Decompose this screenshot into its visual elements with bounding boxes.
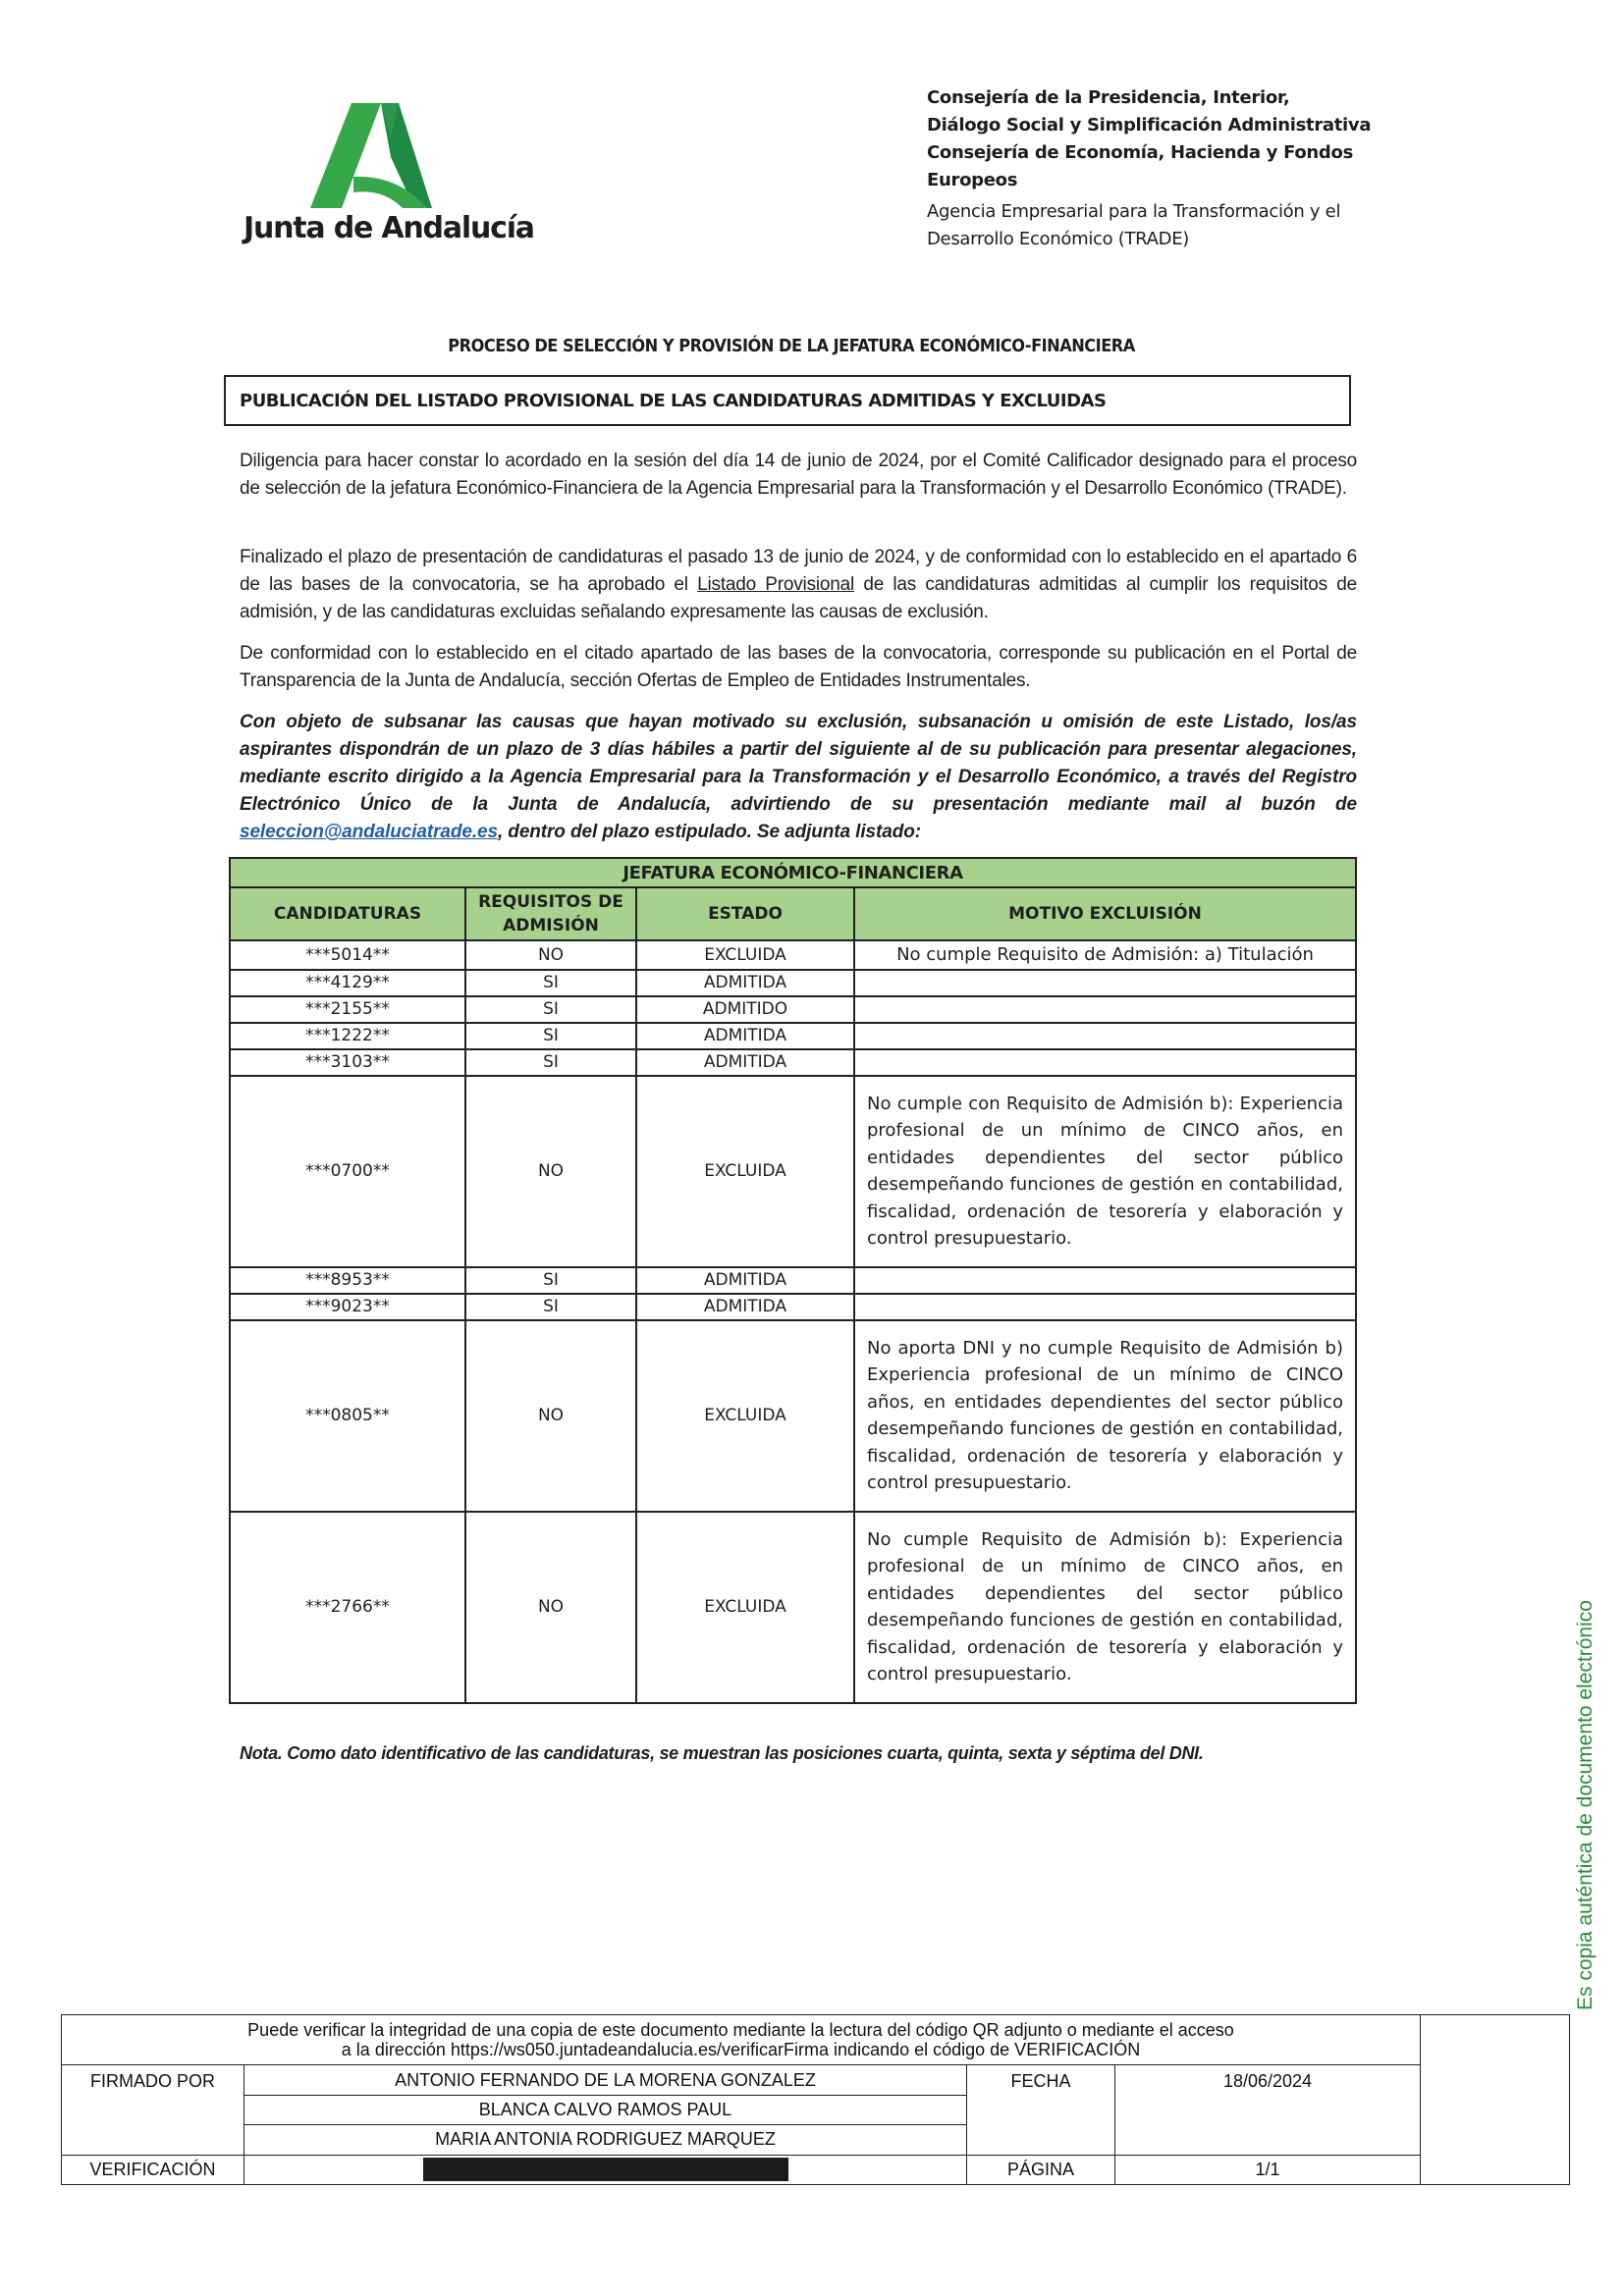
- signature-verification-box: [61, 2014, 1571, 2185]
- paragraph-text: Con objeto de subsanar las causas que hayan motivado su exclusión, subsanación u omisión de este Listado, los/as aspirantes dispondrán de un plazo de 3 días hábiles a partir del siguiente al de su publicación para presentar alegaciones, mediante escrito dirigido a la Agencia Empresarial para la Transformación y el Desarrollo Económico, a través del Registro Electrónico Único de la Junta de Andalucía, advirtiendo de su presentación mediante mail al buzón de: [240, 712, 1357, 815]
- cell-estado: ADMITIDA: [636, 970, 854, 996]
- cell-candidatura: ***0805**: [230, 1320, 465, 1512]
- cell-estado: EXCLUIDA: [636, 1320, 854, 1512]
- table-row: [230, 1267, 1356, 1294]
- cell-requisitos: NO: [465, 1076, 636, 1267]
- table-row: [230, 1512, 1356, 1703]
- page-label: PÁGINA: [967, 2155, 1115, 2184]
- cell-candidatura: ***3103**: [230, 1049, 465, 1076]
- cell-motivo: [854, 970, 1356, 996]
- listado-provisional-underlined: Listado Provisional: [697, 574, 855, 595]
- document-subtitle: PUBLICACIÓN DEL LISTADO PROVISIONAL DE LAS CANDIDATURAS ADMITIDAS Y EXCLUIDAS: [240, 391, 1107, 411]
- paragraph-subsanacion: [240, 709, 1357, 846]
- column-header-candidaturas: CANDIDATURAS: [230, 887, 465, 940]
- date-value: 18/06/2024: [1115, 2065, 1421, 2155]
- issuing-organization: [927, 84, 1398, 253]
- cell-estado: ADMITIDA: [636, 1023, 854, 1049]
- paragraph-text: Finalizado el plazo de presentación de candidaturas el pasado 13 de junio de 2024, y de conformidad con lo establecido en el apartado 6 de las bases de la convocatoria, se ha aprobado el: [240, 547, 1357, 595]
- signer-name: BLANCA CALVO RAMOS PAUL: [244, 2095, 967, 2124]
- paragraph-diligencia: Diligencia para hacer constar lo acordado en la sesión del día 14 de junio de 2024, por el Comité Calificador designado para el proceso de selección de la jefatura Económico-Financiera de la Agencia Empresarial para la Transformación y el Desarrollo Económico (TRADE).: [240, 451, 1357, 499]
- table-row: [230, 940, 1356, 970]
- date-label: FECHA: [967, 2065, 1115, 2155]
- document-title: PROCESO DE SELECCIÓN Y PROVISIÓN DE LA JEFATURA ECONÓMICO-FINANCIERA: [448, 336, 1135, 356]
- verification-label: VERIFICACIÓN: [62, 2155, 244, 2184]
- cell-motivo: [854, 996, 1356, 1023]
- org-line: Diálogo Social y Simplificación Administrativa: [927, 115, 1372, 135]
- verification-message: [62, 2015, 1421, 2065]
- verification-message-line: a la dirección https://ws050.juntadeandalucia.es/verificarFirma indicando el código de VERIFICACIÓN: [341, 2040, 1141, 2060]
- cell-estado: ADMITIDA: [636, 1049, 854, 1076]
- table-row: [230, 1294, 1356, 1320]
- logo-wordmark: Junta de Andalucía: [244, 211, 534, 245]
- cell-candidatura: ***0700**: [230, 1076, 465, 1267]
- table-row: [230, 996, 1356, 1023]
- column-header-estado: ESTADO: [636, 887, 854, 940]
- redaction-bar: [423, 2158, 788, 2181]
- cell-motivo: No aporta DNI y no cumple Requisito de Admisión b) Experiencia profesional de un mínimo de CINCO años, en entidades dependientes del sector público desempeñando funciones de gestión en contabilidad, fiscalidad, ordenación de tesorería y elaboración y control presupuestario.: [854, 1320, 1356, 1512]
- cell-requisitos: NO: [465, 1320, 636, 1512]
- cell-motivo: No cumple con Requisito de Admisión b): Experiencia profesional de un mínimo de CINCO años, en entidades dependientes del sector público desempeñando funciones de gestión en contabilidad, fiscalidad, ordenación de tesorería y elaboración y control presupuestario.: [854, 1076, 1356, 1267]
- cell-requisitos: SI: [465, 996, 636, 1023]
- cell-motivo: No cumple Requisito de Admisión b): Experiencia profesional de un mínimo de CINCO años, en entidades dependientes del sector público desempeñando funciones de gestión en contabilidad, fiscalidad, ordenación de tesorería y elaboración y control presupuestario.: [854, 1512, 1356, 1703]
- table-row: [230, 1076, 1356, 1267]
- column-header-requisitos: REQUISITOS DE ADMISIÓN: [465, 887, 636, 940]
- cell-requisitos: SI: [465, 1049, 636, 1076]
- cell-candidatura: ***9023**: [230, 1294, 465, 1320]
- signed-by-label: FIRMADO POR: [62, 2065, 244, 2155]
- cell-candidatura: ***2766**: [230, 1512, 465, 1703]
- junta-de-andalucia-logo: [236, 93, 534, 250]
- cell-requisitos: SI: [465, 1294, 636, 1320]
- table-row: [230, 970, 1356, 996]
- cell-requisitos: SI: [465, 970, 636, 996]
- paragraph-publicacion: De conformidad con lo establecido en el citado apartado de las bases de la convocatoria, corresponde su publicación en el Portal de Transparencia de la Junta de Andalucía, sección Ofertas de Empleo de Entidades Instrumentales.: [240, 643, 1357, 691]
- verification-table: [61, 2014, 1421, 2185]
- org-line: Consejería de la Presidencia, Interior,: [927, 87, 1290, 108]
- cell-requisitos: SI: [465, 1267, 636, 1294]
- cell-candidatura: ***1222**: [230, 1023, 465, 1049]
- org-line: Consejería de Economía, Hacienda y Fondos: [927, 142, 1353, 163]
- cell-candidatura: ***2155**: [230, 996, 465, 1023]
- cell-estado: ADMITIDA: [636, 1294, 854, 1320]
- subtitle-box: [224, 375, 1351, 426]
- table-row: [230, 1320, 1356, 1512]
- column-header-motivo: MOTIVO EXCLUISIÓN: [854, 887, 1356, 940]
- agency-line: Desarrollo Económico (TRADE): [927, 229, 1190, 249]
- paragraph-finalizado: [240, 544, 1357, 626]
- authentic-copy-stamp: Es copia auténtica de documento electrónico: [1574, 1600, 1597, 2010]
- cell-motivo: [854, 1023, 1356, 1049]
- cell-requisitos: NO: [465, 1512, 636, 1703]
- cell-motivo: No cumple Requisito de Admisión: a) Titulación: [854, 940, 1356, 970]
- paragraph-text: , dentro del plazo estipulado. Se adjunta listado:: [497, 822, 921, 842]
- verification-message-line: Puede verificar la integridad de una copia de este documento mediante la lectura del código QR adjunto o mediante el acceso: [247, 2020, 1234, 2041]
- cell-estado: EXCLUIDA: [636, 1512, 854, 1703]
- cell-estado: ADMITIDO: [636, 996, 854, 1023]
- cell-requisitos: NO: [465, 940, 636, 970]
- org-line: Europeos: [927, 170, 1018, 190]
- signer-name: ANTONIO FERNANDO DE LA MORENA GONZALEZ: [244, 2065, 967, 2095]
- cell-motivo: [854, 1049, 1356, 1076]
- cell-candidatura: ***8953**: [230, 1267, 465, 1294]
- table-group-header: JEFATURA ECONÓMICO-FINANCIERA: [230, 858, 1356, 887]
- signer-name: MARIA ANTONIA RODRIGUEZ MARQUEZ: [244, 2125, 967, 2155]
- candidates-table: [229, 857, 1357, 1704]
- qr-code-area: [1421, 2014, 1570, 2185]
- table-row: [230, 1049, 1356, 1076]
- table-row: [230, 1023, 1356, 1049]
- dni-note: Nota. Como dato identificativo de las candidaturas, se muestran las posiciones cuarta, quinta, sexta y séptima del DNI.: [240, 1743, 1204, 1763]
- cell-requisitos: SI: [465, 1023, 636, 1049]
- cell-candidatura: ***4129**: [230, 970, 465, 996]
- agency-name: [927, 198, 1398, 253]
- paragraph-text: de las candidaturas admitidas al cumplir los requisitos de admisión, y de las candidaturas excluidas señalando expresamente las causas de exclusión.: [240, 574, 1357, 622]
- agency-line: Agencia Empresarial para la Transformación y el: [927, 201, 1341, 222]
- cell-estado: ADMITIDA: [636, 1267, 854, 1294]
- cell-motivo: [854, 1294, 1356, 1320]
- email-link[interactable]: seleccion@andaluciatrade.es: [240, 822, 498, 842]
- cell-estado: EXCLUIDA: [636, 1076, 854, 1267]
- cell-motivo: [854, 1267, 1356, 1294]
- cell-candidatura: ***5014**: [230, 940, 465, 970]
- andalucia-a-logo-icon: [304, 98, 442, 211]
- cell-estado: EXCLUIDA: [636, 940, 854, 970]
- verification-code-redacted: [244, 2155, 967, 2184]
- page-value: 1/1: [1115, 2155, 1421, 2184]
